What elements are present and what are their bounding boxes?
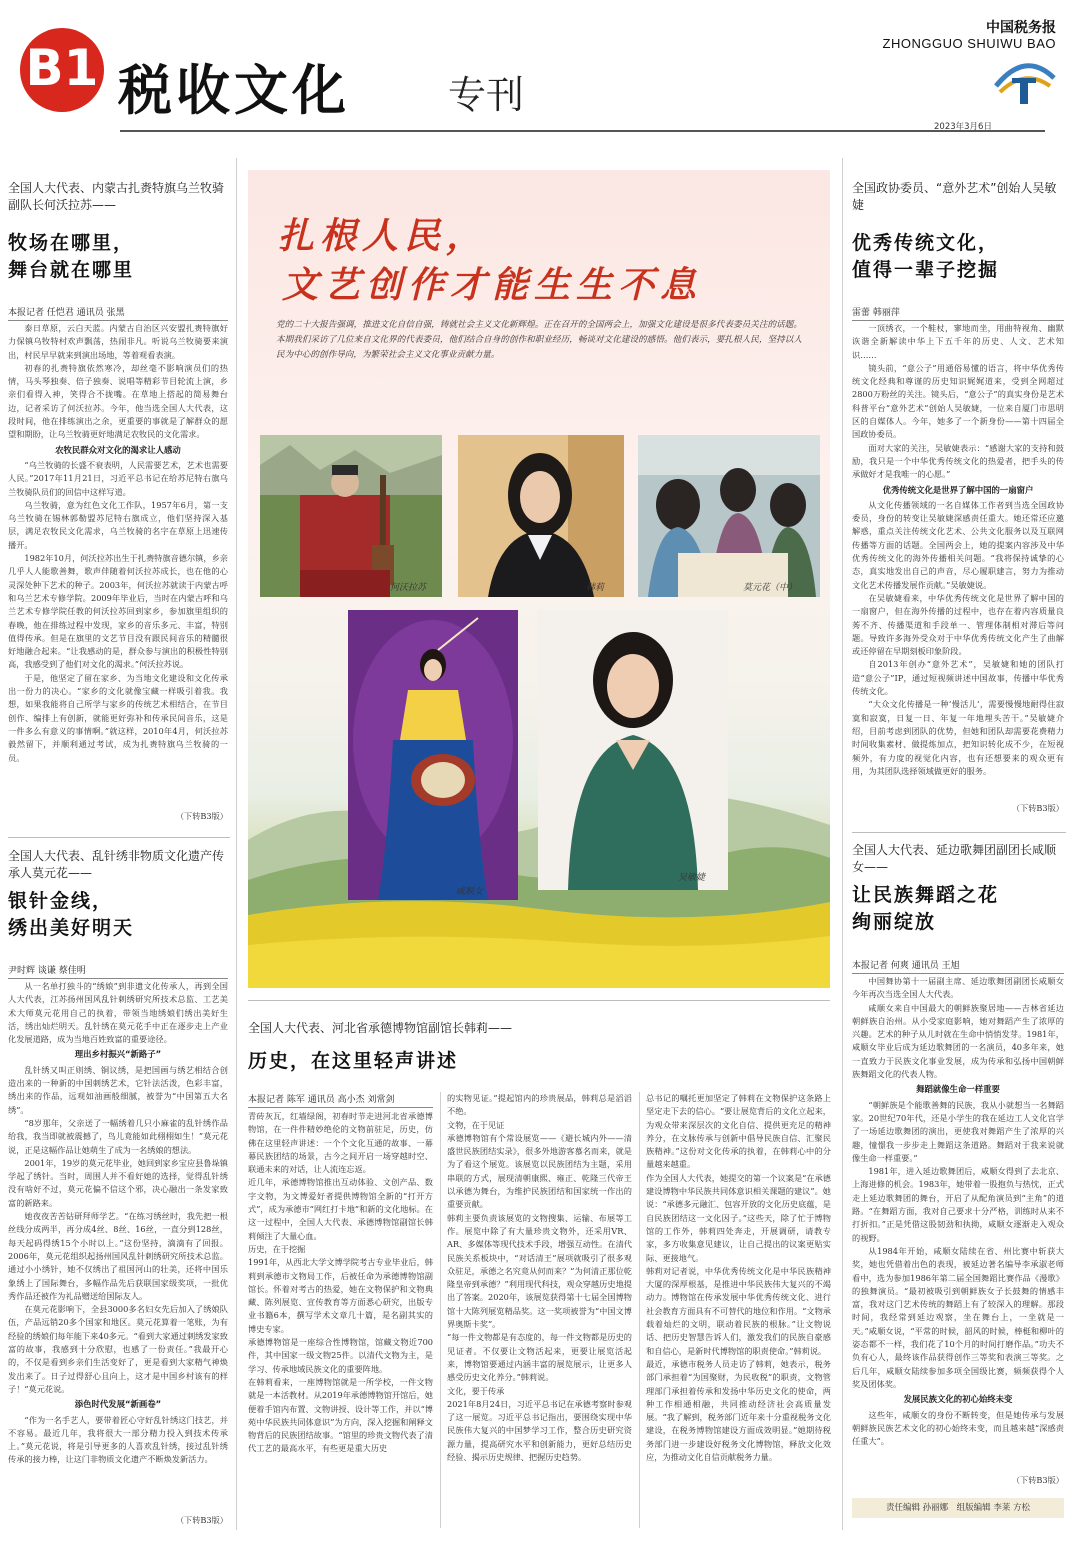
feature-panel [248,170,830,988]
article-han-li [248,1008,832,1530]
article-byline: 本报记者 任恺君 通讯员 张黑 [8,305,228,321]
continuation-note: （下转B3版） [974,802,1064,815]
editor-credits: 责任编辑 孙丽娜 组版编辑 李莱 方松 [852,1498,1064,1518]
section-code: B1 [25,39,99,97]
column-rule [440,1092,441,1528]
photo-han-li [458,435,624,597]
section-divider [852,832,1066,833]
column-rule [236,158,237,1530]
paper-name: 中国税务报 [986,20,1056,36]
article-byline: 本报记者 何爽 通讯员 王旭 [852,958,1064,974]
column-rule [842,158,843,1530]
article-body: 从一名单打独斗的“绣娘”到非遗文化传承人，再到全国人大代表，江苏扬州国风乱针刺绣研究所技术总监、工艺美术大师莫元花用自己的执着，带领当地绣娘们绣出美好生活，绣出灿烂明天。乱针绣在莫元花手中正在逐步走上产业化发展道路，成为当地百姓致富的重要途径。 理出乡村振兴“新路子” 乱针绣又叫正则绣、铜议绣，是把国画与绣艺相结合创造出来的一种新的中国刺绣艺术，它针法活泼，色彩丰富，绣出来的作品，远观如油画般细腻，被誉为“中国第五大名绣”。 “8岁那年，父亲送了一幅绣着几只小麻雀的乱针绣作品给我，我当即就被震撼了，鸟儿竟能如此栩栩如生！”莫元花说，正是这幅作品让她萌生了成为一名绣娘的想法。 2001年，19岁的莫元花毕业，她回到家乡宝应县鲁垛镇学起了绣针。当时，周围人并不看好她的选择，觉得乱针绣没有啥好不过，莫元花偏不信这个邪，决心融出一条发家致富的新路来。 她夜夜苦苦钻研拜师学艺。“在练习绣丝时，我先把一根丝线分成两半，再分成4丝、8丝、16丝，一直分到128丝，每天起码得绣15个小时以上。”这份坚持，滴滴有了回报。2006年，莫元花组织起扬州国风乱针刺绣研究所技术总监。通过小小绣针，她不仅绣出了祖国河山的壮美，还将中国乐象绣上了国际舞台，多幅作品先后获联国家级奖项，一批优秀作品还被作为礼品赠送给国际友人。 在莫元花影响下，全县3000多名妇女先后加入了绣娘队伍，产品远销20多个国家和地区。莫元花算着一笔账，为有经验的绣娘们每年能下来40多元。“看到大家通过刺绣发家致富的故事，我感到十分欣慰，也感了一份责任。”我最开心的，不仅是看到乡亲们生活变好了，更是看到大家精气神焕发出来了。日子过得舒心且向上，这才是中国乡村该有的样子！”莫元花说。 添色时代发展“新画卷” “作为一名手艺人，要带着匠心守好乱针绣这门技艺，并不容易。最近几年，我将很大一部分精力投入到技术传承上。”莫元花说，将是引导更多的人喜欢乱针绣，接过乱针绣传承的接力棒，让这门非物质文化遗产不断焕发新活力。 [8,981,228,1465]
photo-mo-yuanhua [638,435,820,597]
article-headline: 让民族舞蹈之花 绚丽绽放 [852,884,1000,933]
photo-caption: 咸顺女 [456,887,484,897]
article-headline: 银针金线， 绣出美好明天 [8,890,135,939]
continuation-note: （下转B3版） [138,1514,228,1527]
article-body: 泰日草原，云白天蓝。内蒙古自治区兴安盟扎赉特旗好力保镇乌牧特村欢声飘荡，热闹非凡。听说乌兰牧骑要来演出，村民早早就来到演出场地，等着观看表演。 初春的扎赉特旗依然寒冷，却丝毫不影响演员们的热情，马头琴独奏、倍子独奏、说唱等精彩节目轮流上演，乡亲们看得入神，笑得合不拢嘴。在草地上搭起的简易舞台边，记者采访了何沃拉苏。今年，他当选全国人大代表，这段时间，他在排练演出之余，更重要的事就是了解群众的愿望和期盼，让乌兰牧骑更好地满足农牧民的文化需求。 农牧民群众对文化的渴求让人感动 “乌兰牧骑的长盛不衰表明，人民需要艺术，艺术也需要人民。”2017年11月21日，习近平总书记在给苏尼特右旗乌兰牧骑队员们的回信中这样写道。 乌兰牧骑，意为红色文化工作队，1957年6月，第一支乌兰牧骑在锡林郭勒盟苏尼特右旗成立，他们坚持深入基层，满足农牧民文化需求，乌兰牧骑的名字在草原上迅速传播开。 1982年10月，何沃拉苏出生于扎赉特旗音德尔镇，乡亲几乎人人能歌善舞，歌声伴随着何沃拉苏成长，也在他的心灵深处种下艺术的种子。2003年，何沃拉苏就读于内蒙古呼和乌兰艺术专修学院。2009年毕业后，当时在内蒙古呼和乌兰艺术专修学院任教的何沃拉苏回到家乡，参加旗里组织的春晚，他在排练过程中发现，家乡的音乐多元、丰富，特别值得传承。但是在旗里的文艺节目没有跟民间音乐的精髓很好地融合起来。“让我感动的是，群众参与演出的积极性特别高，我感受到了他们对文化的渴求。”何沃拉苏说。 于是，他坚定了留在家乡、为当地文化建设和文化传承出一份力的决心。“家乡的文化就像宝藏一样吸引着我。我想，如果我能将自己所学与家乡的传统艺术相结合，在节目创作、编排上有创新，就能更好弥补和传承民间音乐，这是一件多么有意义的事情啊。”就这样，2010年4月，何沃拉苏毅然留下，并顺利通过考试，成为扎赉特旗乌兰牧骑的一员。 [8,323,228,763]
article-headline: 优秀传统文化， 值得一辈子挖掘 [852,232,1000,281]
feature-intro: 党的二十大报告强调，推进文化自信自强，铸就社会主义文化新辉煌。正在召开的全国两会上，加强文化建设是很多代表委员关注的话题。本期我们采访了几位来自文化界的代表委员，他们结合自身的创作和职业经历，畅谈对文化建设的感悟。他们表示，要扎根人民，坚持以人民为中心的创作导向，为繁荣社会主义文化事业贡献力量。 [276,320,802,360]
article-body: 一顶绣衣，一个鞋杖，寥地而坐，用曲特视角、幽默诙谐全新解读中华上下五千年的历史、人文、艺术知识…… 镜头前，“意公子”用通俗易懂的语言，将中华优秀传统文化经典和尊谨的历史知识娓娓道来，受到全网超过2800万粉丝的关注。镜头后，“意公子”的真实身份是艺术科普平台“意外艺术”创始人吴敏婕，一位来自厦门市思明区的自媒体人。今年，她多了一个新身份——第十四届全国政协委员。 面对大家的关注，吴敏婕表示：“感谢大家的支持和鼓励，我只是一个中华优秀传统文化的热爱者，把手头的传承做好才是我唯一的心愿。” 优秀传统文化是世界了解中国的一扇窗户 从文化传播领域的一名自媒体工作者到当选全国政协委员，身份的转变让吴敏婕深感责任重大。她还常还应邀解惑，重点关注传统文化艺术、公共文化服务以及互联网传播等方面的话题。全国两会上，她的提案内容涉及中华优秀传统文化的海外传播相关问题。“我将保持诚挚的心态，真实地发出自己的声音，尽心履职建言，努力为推动文化艺术传播发展作贡献。”吴敏婕说。 在吴敏婕看来，中华优秀传统文化是世界了解中国的一扇窗户，但在海外传播的过程中，也存在着内容质量良莠不齐、传播渠道和手段单一、管理体制相对滞后等问题。导致许多海外受众对于中华优秀传统文化产生了曲解或还停留在早期刻板印象阶段。 自2013年创办“意外艺术”，吴敏婕和她的团队打造“意公子”IP，通过短视频讲述中国故事，传播中华优秀传统文化。 “大众文化传播是一种‘慢活儿’，需要慢慢地耐得住寂寞和寂寞，日复一日、年复一年地埋头苦干。”吴敏婕介绍，目前考虑到团队的优势，但她和团队却需要花费精力时间收集素材、做提炼加点，把知识转化成不少，在短视频外，有力度的视觉化内容，也有还想要来的观众更有用，为其团队选择领域做更好的服务。 [852,323,1064,776]
photo-caption: 吴敏婕 [678,873,706,883]
article-body-col3: 总书记的嘱托更加坚定了韩莉在文物保护这条路上坚定走下去的信心。“要让展览背后的文化立起来，为观众带来深层次的文化自信、提供更充足的精神养分，在文脉传承与创新中倡导民族自信、汇聚民族精神。”这份对文化传承的执着，在韩莉心中的分量越来越重。 作为全国人大代表，她提交的第一个议案是“在承德建设博物中华民族共同体意识相关课题的建议”。她说：“承德多元融汇、包容开放的文化历史底蕴，是自民族团结这一文化因子。”这些天，除了忙于博物馆的工作外，韩莉四处奔走，开展调研，请教专家，多方收集意见建议，让自己提出的议案更贴实际、更接地气。 韩莉对记者说，中华优秀传统文化是中华民族精神大厦的深厚根基，是推进中华民族伟大复兴的不竭动力。博物馆在传承发展中华优秀传统文化、进行社会教育方面具有不可替代的地位和作用。“文物承载着灿烂的文明，联动着民族的根脉。”让文物说话、把历史智慧告诉人们，激发我们的民族自豪感和自信心，是新时代博物馆的职责使命。”韩莉说。 最近，承德市税务人员走访了韩莉，她表示，税务部门承担着“为国聚财，为民收税”的职责，文物管理部门承担着传承和发扬中华历史文化的使命，两种工作相通相融，共同推动经济社会高质量发展。“我了解到，税务部门近年来十分重视税务文化建设，在税务博物馆建设方面成效明显。”她期待税务部门进一步建设好税务文化博物馆，释放文化效应，为推动文化自信贡献税务力量。 [646,1093,831,1463]
section-divider [8,837,230,838]
article-body-col1: 青砖灰瓦，红墙绿阁，初春时节走进河北省承德博物馆，在一件件精妙绝伦的文物前驻足，历史，仿佛在这里轻声讲述：一个个文化互通的故事、一幕幕民族团结的场景，古今之间开启一场穿越时空、联通未来的对话，让人流连忘返。 近几年，承德博物馆推出互动体验、文创产品、数字文物，为文博爱好者提供博物馆全新的“打开方式”，成为承德市“网红打卡地”和新的文化地标。在这一过程中，全国人大代表、承德博物馆副馆长韩莉倾注了大量心血。 历史，在于挖掘 1991年，从西北大学文博学院考古专业毕业后，韩莉到承德市文物局工作，后被任命为承德博物馆副馆长。怀着对考古的热爱，她在文物保护和文物典藏、陈列展览、宣传教育等方面悉心研究，出版专业书籍6本，撰写学术文章几十篇，是名副其实的博史专家。 承德博物馆是一座综合性博物馆，馆藏文物近700件，其中国家一级文物25件。以清代文物为主，是学习、传承地域民族文化的重要阵地。 在韩莉看来，一座博物馆就是一所学校，一件文物就是一本活教材。从2019年承德博物馆开馆后，她便着手馆内布置、文物讲授、设计等工作，并以“博苑中华民族共同体意识”为方向，深入挖掘和阐释文物背后的民族团结故事。“馆里的珍贵文物代表了清代工艺的最高水平，有些更是重大历史 [248,1111,433,1454]
article-kicker: 全国人大代表、内蒙古扎赉特旗乌兰牧骑副队长何沃拉苏—— [8,181,225,212]
article-kicker: 全国人大代表、延边歌舞团副团长咸顺女—— [852,843,1057,874]
article-kicker: 全国政协委员、“意外艺术”创始人吴敏婕 [852,181,1057,212]
article-wu-minjie [852,180,1066,820]
article-body-col2: 的实物见证。”提起馆内的珍贵展品，韩莉总是滔滔不绝。 文物，在于见证 承德博物馆有个常设展览——《避长城内外——清盛世民族团结实录》，很多外地游客慕名而来，就是为了看这个展览。该展览以民族团结为主题，采用串联的方式，展现清朝康熙、雍正、乾隆三代帝王以承德为舞台，为维护民族团结和国家统一作出的重要贡献。 韩莉主要负责该展览的文物搜集、运输、布展等工作。展览中除了有大量珍贵文物外，还采用VR、AR、多媒体等现代技术手段，增强互动性。在清代民族关系板块中，“对话清王”展项就吸引了很多观众驻足，承德之名究竟从何而来？”为何清正那位乾隆皇帝到承德？”利用现代科技，观众穿越历史地提出了答案。2020年，该展览获得第十七届全国博物馆十大陈列展览精品奖。这一奖项被誉为“中国文博界奥斯卡奖”。 “每一件文物都是有态度的，每一件文物都是历史的见证者。不仅要让文物活起来，更要让展览活起来，博物馆要通过内涵丰富的展览展示，让更多人感受历史文化养分。”韩莉说。 文化，要于传承 2021年8月24日，习近平总书记在承德考察时参观了这一展览。习近平总书记指出，要围绕实现中华民族伟大复兴的中国梦学习工作，整合历史研究资源力量，提高研究水平和创新能力，更好总结历史经验、揭示历史规律、把握历史趋势。 [447,1093,632,1463]
column-rule [639,1092,640,1528]
article-kicker: 全国人大代表、乱针绣非物质文化遗产传承人莫元花—— [8,849,225,880]
photo-caption: 莫元花（中） [743,583,798,593]
continuation-note: （下转B3版） [974,1474,1064,1487]
issue-date: 2023年3月6日 [934,122,992,132]
continuation-note: （下转B3版） [138,810,228,823]
paper-name-pinyin: ZHONGGUO SHUIWU BAO [882,36,1056,51]
photo-he-wolasu [260,435,442,597]
article-he-wolasu [8,180,230,825]
article-kicker: 全国人大代表、河北省承德博物馆副馆长韩莉—— [248,1021,513,1035]
tax-logo-icon [990,56,1060,106]
article-body: 中国舞协第十一届副主席、延边歌舞团副团长咸顺女今年再次当选全国人大代表。 咸顺女来自中国最大的朝鲜族聚居地——吉林省延边朝鲜族自治州。从小受家庭影响，她对舞蹈产生了浓厚的兴趣。艺术的种子从儿时就在生命中悄悄发芽。1981年，咸顺女毕业后成为延边歌舞团的一名演员，40多年来，她一直致力于民族文化事业发展，成为传承和弘扬中国朝鲜族舞蹈文化的代表人物。 舞蹈就像生命一样重要 “朝鲜族是个能歌善舞的民族，我从小就想当一名舞蹈家。20世纪70年代，还是小学生的我在延边工人文化宫学了一场延边歌舞团的演出，更使我对舞蹈产生了浓厚的兴趣，憧憬我一步步走上舞蹈这条道路。舞蹈对于我来说就像生命一样重要。” 1981年，进入延边歌舞团后，咸顺女得到了去北京、上海进修的机会。1983年，她带着一股抱负与热忱，正式走上延边歌舞团的舞台，开启了从配角演员到“主角”的道路。“在舞蹈方面，我对自己要求十分严格，训练时从来不打折扣。”正是凭借这股韧劲和执拗，咸顺女逐渐走入观众的视野。 从1984年开始，咸顺女陆续在省、州比赛中斩获大奖，她也凭借着出色的表现，被延边著名编导李承淑老师看中，选为参加1986年第二届全国舞蹈比赛作品《漫歌》的独舞演员。“最初被吸引到朝鲜族女子长鼓舞的情感丰富，我对这门艺术传统的舞蹈上有了较深入的理解。那段时间，我经常到延边观察，坐在舞台上，一坐就是一天。”咸顺女说，“平常的时候，韶风的时候，棒梃和柳叶的姿态都不一样，我们花了10个月的时间打磨作品。”功夫不负有心人，最终该作品获得创作三等奖和表演三等奖。之后几年，咸顺女陆续参加多项全国级比赛，频频获得个人奖及团体奖。 发展民族文化的初心始终未变 这些年，咸顺女的身份不断转变，但是她传承与发展朝鲜族民族艺术文化的初心始终未变，而且越来越“深感责任重大”。 [852,976,1064,1447]
masthead-rule [120,130,1045,132]
photo-caption: 韩莉 [586,583,605,593]
photo-wu-minjie [538,610,728,890]
section-title: 税收文化 [118,58,350,122]
article-byline: 尹时辉 谈谦 蔡佳明 [8,963,228,979]
section-divider [248,1000,830,1001]
article-byline: 雷蕾 韩丽萍 [852,305,1064,321]
article-xian-shunnu [852,838,1066,1530]
article-byline: 本报记者 陈军 通讯员 高小杰 刘常剑 [248,1092,433,1108]
photo-caption: 何沃拉苏 [390,583,427,593]
masthead [0,0,1076,150]
section-suffix: 专刊 [448,73,525,117]
article-headline: 历史，在这里轻声讲述 [248,1050,459,1072]
feature-title: 扎根人民， 文艺创作才能生生不息 [278,215,703,306]
article-mo-yuanhua [8,848,230,1530]
article-headline: 牧场在哪里， 舞台就在哪里 [8,232,135,281]
photo-xian-shunnu [348,610,518,900]
